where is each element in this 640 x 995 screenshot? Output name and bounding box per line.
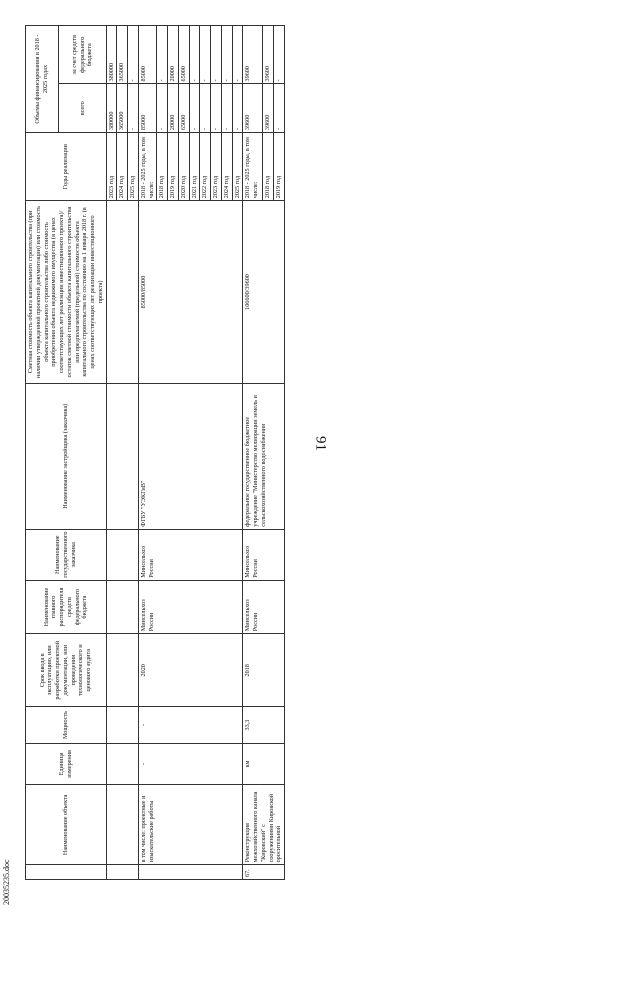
col-name-header: Наименование объекта: [26, 785, 107, 865]
total-cell: 65000: [178, 84, 189, 133]
year-cell: 2018 год: [262, 133, 273, 201]
total-cell: -: [157, 84, 168, 133]
federal-cell: -: [128, 26, 139, 84]
col-cost-header: Сметная стоимость объекта капитального строительства (при наличии утвержденной проектной документации) или стоимость объекта капитального строительства либо стоимость приобретения объекта недвижимого имущества (в ценах соответствующих лет реализации инвестиционного проекта)/ остаток сметной стоимости объекта капитального строительства или предполагаемой (предельной) стоимости объекта капитального строительства по состоянию на 1 января 2018 г. (в ценах соответствующих лет реализации инвестиционного проекта): [26, 201, 107, 383]
year-cell: 2019 год: [273, 133, 284, 201]
col-term-header: Срок ввода в эксплуатацию, или разработки проектной документации, или проведения технологического и ценового аудита: [26, 634, 107, 707]
col-unit-header: Единица измерения: [26, 743, 107, 784]
grbs-cell: Минсельхоз России: [243, 580, 285, 634]
col-customer-header: Наименование государственного заказчика: [26, 529, 107, 580]
cost-cell: 106600/39600: [243, 201, 285, 383]
federal-cell: 20000: [168, 26, 179, 84]
federal-cell: -: [157, 26, 168, 84]
table-row: [106, 26, 117, 880]
col-developer-header: Наименование застройщика (заказчика): [26, 383, 107, 529]
object-name-cell: Реконструкция межхозяйственного канала "Кировский" с сооружениями Кировской оросительной: [243, 785, 285, 865]
unit-cell: -: [138, 743, 243, 784]
col-grbs-header: Наименование главного распорядителя средств федерального бюджета: [26, 580, 107, 634]
developer-cell: федеральное государственное бюджетное учреждение "Министерство мелиорации земель и сельскохозяйственного водоснабжения: [243, 383, 285, 529]
col-federal-header: за счет средств федерального бюджета: [59, 26, 106, 84]
customer-cell: Минсельхоз России: [138, 529, 243, 580]
year-cell: 2024 год: [221, 133, 232, 201]
year-cell: 2020 год: [178, 133, 189, 201]
col-total-header: всего: [59, 84, 106, 133]
table-row: [128, 26, 139, 880]
federal-cell: -: [273, 26, 284, 84]
table-row: [243, 26, 262, 880]
col-num-header: [26, 865, 107, 880]
federal-cell: -: [232, 26, 243, 84]
federal-cell: -: [221, 26, 232, 84]
year-cell: 2025 год: [232, 133, 243, 201]
footer: [2, 859, 14, 995]
page-number: 91: [312, 436, 329, 451]
year-cell: 2018 год: [157, 133, 168, 201]
col-financing-header: Объемы финансирования в 2018 - 2025 годах: [26, 26, 59, 133]
total-cell: 365000: [117, 84, 128, 133]
total-cell: 85000: [138, 84, 157, 133]
federal-cell: -: [189, 26, 200, 84]
year-cell: 2024 год: [117, 133, 128, 201]
year-cell: 2022 год: [200, 133, 211, 201]
federal-cell: 39600: [243, 26, 262, 84]
term-cell: 2018: [243, 634, 285, 707]
total-cell: -: [273, 84, 284, 133]
capacity-cell: 33,3: [243, 707, 285, 743]
total-cell: -: [221, 84, 232, 133]
year-cell: 2018 - 2025 годы, в том числе:: [138, 133, 157, 201]
total-cell: 380000: [106, 84, 117, 133]
year-cell: 2023 год: [106, 133, 117, 201]
year-cell: 2019 год: [168, 133, 179, 201]
unit-cell: км: [243, 743, 285, 784]
federal-cell: 365000: [117, 26, 128, 84]
object-name-cell: в том числе: проектные и изыскательские работы: [138, 785, 243, 865]
col-years-header: Годы реализации: [26, 133, 107, 201]
investment-table: [25, 25, 285, 880]
item-number-cell: 67.: [243, 865, 285, 880]
year-cell: 2021 год: [189, 133, 200, 201]
rotated-table-container: [25, 25, 625, 880]
total-cell: -: [211, 84, 222, 133]
federal-cell: 39600: [262, 26, 273, 84]
capacity-cell: -: [138, 707, 243, 743]
federal-cell: -: [200, 26, 211, 84]
header-row: [26, 26, 59, 880]
total-cell: -: [232, 84, 243, 133]
year-cell: 2018 - 2025 годы, в том числе:: [243, 133, 262, 201]
cost-cell: 85000/85000: [138, 201, 243, 383]
federal-cell: -: [211, 26, 222, 84]
table-row: [117, 26, 128, 880]
total-cell: 20000: [168, 84, 179, 133]
footer-filename: 20035235.doc: [2, 859, 11, 905]
federal-cell: 380000: [106, 26, 117, 84]
federal-cell: 65000: [178, 26, 189, 84]
grbs-cell: Минсельхоз России: [138, 580, 243, 634]
total-cell: 39600: [243, 84, 262, 133]
table-row: [138, 26, 157, 880]
year-cell: 2025 год: [128, 133, 139, 201]
total-cell: -: [200, 84, 211, 133]
customer-cell: Минсельхоз России: [243, 529, 285, 580]
total-cell: 39600: [262, 84, 273, 133]
year-cell: 2023 год: [211, 133, 222, 201]
term-cell: 2020: [138, 634, 243, 707]
federal-cell: 85000: [138, 26, 157, 84]
col-capacity-header: Мощность: [26, 707, 107, 743]
developer-cell: ФГБУ "УЭКГиВ": [138, 383, 243, 529]
total-cell: -: [189, 84, 200, 133]
total-cell: -: [128, 84, 139, 133]
